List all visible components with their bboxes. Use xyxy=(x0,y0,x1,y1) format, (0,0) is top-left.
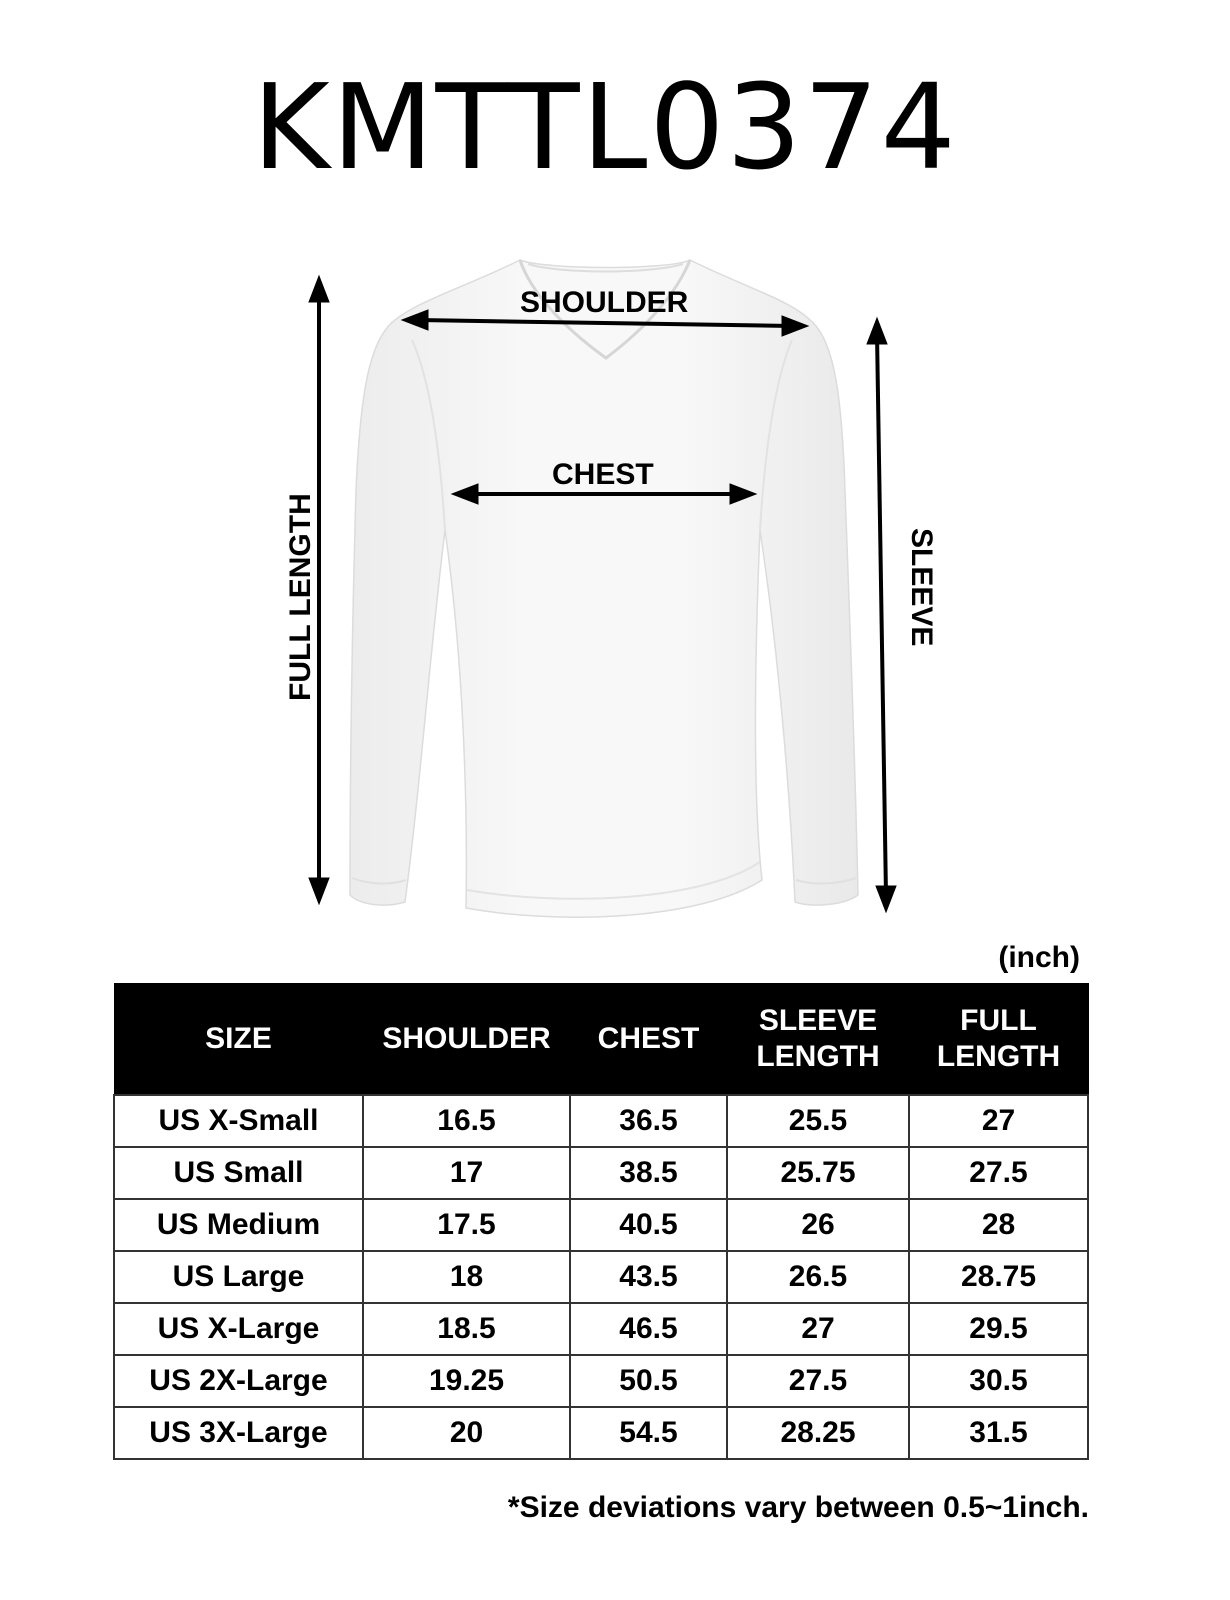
shoulder-cell: 19.25 xyxy=(363,1355,570,1407)
shoulder-label: SHOULDER xyxy=(520,286,689,319)
full-length-cell: 27.5 xyxy=(909,1147,1088,1199)
size-cell: US X-Large xyxy=(114,1303,363,1355)
sleeve-length-cell: 28.25 xyxy=(727,1407,909,1459)
shoulder-cell: 17 xyxy=(363,1147,570,1199)
size-deviation-footnote: *Size deviations vary between 0.5~1inch. xyxy=(507,1491,1089,1524)
chest-cell: 50.5 xyxy=(570,1355,727,1407)
shoulder-cell: 16.5 xyxy=(363,1095,570,1147)
sleeve-length-cell: 27 xyxy=(727,1303,909,1355)
table-row xyxy=(114,1303,1088,1355)
chest-cell: 36.5 xyxy=(570,1095,727,1147)
full-length-cell: 29.5 xyxy=(909,1303,1088,1355)
table-row xyxy=(114,1407,1088,1459)
unit-note: (inch) xyxy=(998,941,1080,974)
size-cell: US Small xyxy=(114,1147,363,1199)
chest-cell: 46.5 xyxy=(570,1303,727,1355)
chest-cell: 40.5 xyxy=(570,1199,727,1251)
chest-cell: 43.5 xyxy=(570,1251,727,1303)
chest-cell: 54.5 xyxy=(570,1407,727,1459)
sleeve-length-cell: 27.5 xyxy=(727,1355,909,1407)
full-length-cell: 30.5 xyxy=(909,1355,1088,1407)
sleeve-length-cell: 25.5 xyxy=(727,1095,909,1147)
shirt-body xyxy=(350,260,858,917)
size-cell: US Large xyxy=(114,1251,363,1303)
header-chest: CHEST xyxy=(570,984,727,1096)
header-shoulder: SHOULDER xyxy=(363,984,570,1096)
shoulder-cell: 18 xyxy=(363,1251,570,1303)
sleeve-label: SLEEVE xyxy=(905,528,938,647)
size-cell: US 2X-Large xyxy=(114,1355,363,1407)
chest-cell: 38.5 xyxy=(570,1147,727,1199)
size-cell: US 3X-Large xyxy=(114,1407,363,1459)
full-length-label: FULL LENGTH xyxy=(284,493,317,701)
shoulder-cell: 20 xyxy=(363,1407,570,1459)
header-size: SIZE xyxy=(114,984,363,1096)
table-row xyxy=(114,1355,1088,1407)
full-length-cell: 28.75 xyxy=(909,1251,1088,1303)
product-code-title: KMTTL0374 xyxy=(252,58,958,196)
size-cell: US X-Small xyxy=(114,1095,363,1147)
chest-label: CHEST xyxy=(552,458,654,491)
table-row xyxy=(114,1147,1088,1199)
full-length-cell: 27 xyxy=(909,1095,1088,1147)
header-full-length: FULL LENGTH xyxy=(909,984,1088,1096)
shirt-illustration xyxy=(0,230,1230,930)
shoulder-cell: 17.5 xyxy=(363,1199,570,1251)
shoulder-cell: 18.5 xyxy=(363,1303,570,1355)
header-sleeve-length: SLEEVE LENGTH xyxy=(727,984,909,1096)
table-row xyxy=(114,1251,1088,1303)
measurement-diagram xyxy=(0,230,1230,930)
sleeve-arrow xyxy=(867,318,896,912)
sleeve-length-cell: 26.5 xyxy=(727,1251,909,1303)
table-header-row xyxy=(114,984,1088,1096)
size-cell: US Medium xyxy=(114,1199,363,1251)
sleeve-length-cell: 26 xyxy=(727,1199,909,1251)
sleeve-length-cell: 25.75 xyxy=(727,1147,909,1199)
full-length-cell: 28 xyxy=(909,1199,1088,1251)
size-chart-table xyxy=(113,983,1089,1460)
full-length-cell: 31.5 xyxy=(909,1407,1088,1459)
table-row xyxy=(114,1199,1088,1251)
table-row xyxy=(114,1095,1088,1147)
